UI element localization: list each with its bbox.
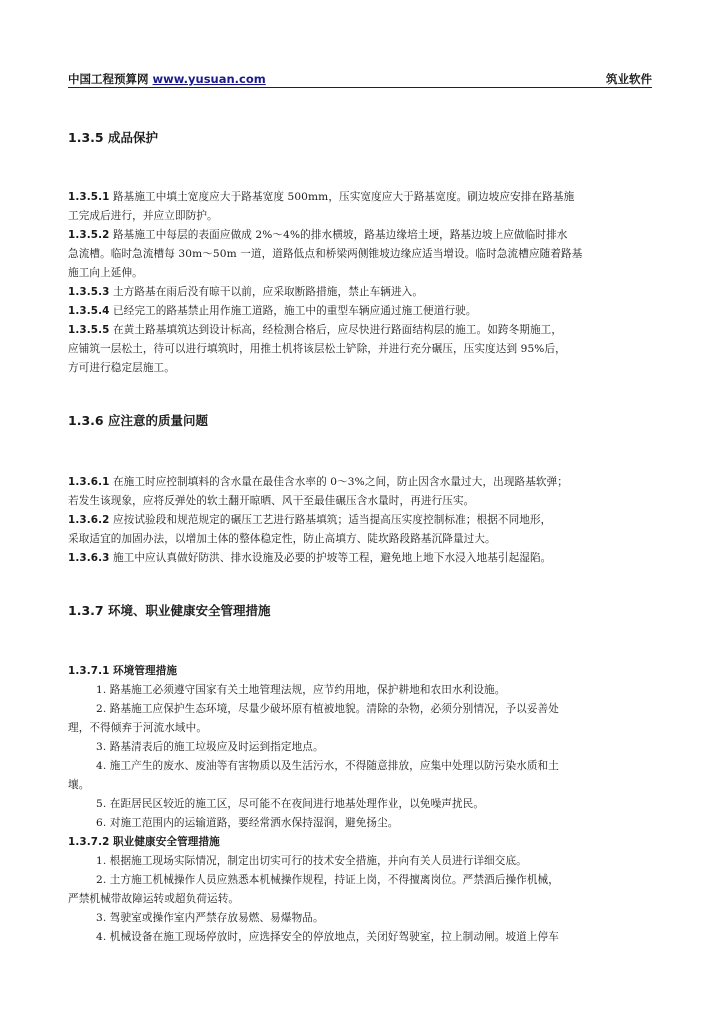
list-item: 1. 路基施工必须遵守国家有关土地管理法规，应节约用地，保护耕地和农田水利设施。 (96, 684, 506, 696)
header-left (68, 71, 266, 87)
section-body-1-3-5 (68, 188, 654, 378)
list-item-cont: 理，不得倾弃于河流水域中。 (68, 722, 208, 734)
clause-line: 急流槽。临时急流槽每 30m～50m 一道，道路低点和桥梁两侧锥坡边缘应适当增设。临时急流槽应随着路基 (68, 248, 583, 260)
clause-line: 工完成后进行，并应立即防护。 (68, 210, 218, 222)
clause-line: 若发生该现象，应将反弹处的软土翻开晾晒、风干至最佳碾压含水量时，再进行压实。 (68, 495, 475, 507)
clause-1-3-6-2: 1.3.6.2 应按试验段和规范规定的碾压工艺进行路基填筑；适当提高压实度控制标准；根据不同地形， (68, 514, 552, 526)
list-item: 3. 驾驶室或操作室内严禁存放易燃、易爆物品。 (96, 912, 324, 924)
brand-name: 筑业软件 (606, 72, 652, 86)
list-item: 4. 机械设备在施工现场停放时，应选择安全的停放地点，关闭好驾驶室，拉上制动闸。坡道上停车 (96, 931, 559, 943)
subsection-1-3-7-1: 1.3.7.1 环境管理措施 (68, 665, 178, 677)
clause-line: 施工向上延伸。 (68, 267, 143, 279)
list-item-cont: 严禁机械带故障运转或超负荷运转。 (68, 893, 240, 905)
section-body-1-3-7 (68, 662, 654, 947)
clause-1-3-5-5: 1.3.5.5 在黄土路基填筑达到设计标高，经检测合格后，应尽快进行路面结构层的施工。如跨冬期施工， (68, 324, 563, 336)
list-item: 2. 路基施工应保护生态环境，尽量少破坏原有植被地貌。清除的杂物，必须分别情况，予以妥善处 (96, 703, 559, 715)
page-header (68, 70, 652, 88)
subsection-1-3-7-2: 1.3.7.2 职业健康安全管理措施 (68, 836, 220, 848)
clause-1-3-5-1: 1.3.5.1 路基施工中填土宽度应大于路基宽度 500mm，压实宽度应大于路基宽度。刷边坡应安排在路基施 (68, 191, 575, 203)
list-item: 1. 根据施工现场实际情况，制定出切实可行的技术安全措施，并向有关人员进行详细交底。 (96, 855, 527, 867)
list-item: 5. 在距居民区较近的施工区，尽可能不在夜间进行地基处理作业，以免噪声扰民。 (96, 798, 485, 810)
list-item: 4. 施工产生的废水、废油等有害物质以及生活污水，不得随意排放，应集中处理以防污染水质和土 (96, 760, 559, 772)
section-title-1-3-7: 1.3.7 环境、职业健康安全管理措施 (68, 603, 271, 618)
clause-1-3-5-2: 1.3.5.2 路基施工中每层的表面应做成 2%～4%的排水横坡，路基边缘培土埂，路基边坡上应做临时排水 (68, 229, 568, 241)
clause-line: 方可进行稳定层施工。 (68, 362, 175, 374)
list-item: 3. 路基清表后的施工垃圾应及时运到指定地点。 (96, 741, 324, 753)
site-url-link[interactable]: www.yusuan.com (152, 72, 266, 86)
section-title-1-3-6: 1.3.6 应注意的质量问题 (68, 413, 208, 428)
clause-1-3-6-1: 1.3.6.1 在施工时应控制填料的含水量在最佳含水率的 0～3%之间，防止因含水量过大，出现路基软弹； (68, 476, 568, 488)
clause-1-3-5-3: 1.3.5.3 土方路基在雨后没有晾干以前，应采取断路措施，禁止车辆进入。 (68, 286, 424, 298)
section-body-1-3-6 (68, 473, 654, 568)
site-name: 中国工程预算网 (68, 72, 149, 86)
list-item: 2. 土方施工机械操作人员应熟悉本机械操作规程，持证上岗，不得擅离岗位。严禁酒后操作机械， (96, 874, 559, 886)
list-item: 6. 对施工范围内的运输道路，要经常洒水保持湿润，避免扬尘。 (96, 817, 399, 829)
clause-1-3-6-3: 1.3.6.3 施工中应认真做好防洪、排水设施及必要的护坡等工程，避免地上地下水浸入地基引起湿陷。 (68, 552, 552, 564)
section-title-1-3-5: 1.3.5 成品保护 (68, 130, 158, 145)
clause-line: 应铺筑一层松土，待可以进行填筑时，用推土机将该层松土铲除，并进行充分碾压，压实度达到 95%后， (68, 343, 566, 355)
clause-line: 采取适宜的加固办法，以增加土体的整体稳定性，防止高填方、陡坎路段路基沉降量过大。 (68, 533, 496, 545)
clause-1-3-5-4: 1.3.5.4 已经完工的路基禁止用作施工道路，施工中的重型车辆应通过施工便道行驶。 (68, 305, 477, 317)
list-item-cont: 壤。 (68, 779, 90, 791)
